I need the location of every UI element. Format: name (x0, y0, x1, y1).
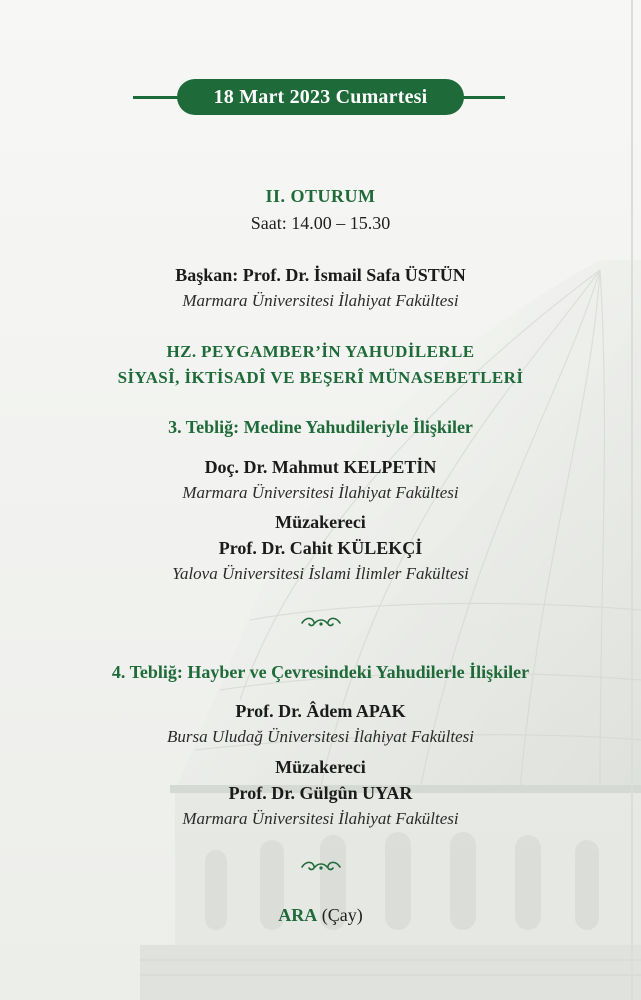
paper3-speaker-affiliation: Marmara Üniversitesi İlahiyat Fakültesi (182, 483, 459, 502)
paper3-title: 3. Tebliğ: Medine Yahudileriyle İlişkiler (168, 417, 473, 437)
session-title: II. OTURUM (265, 186, 376, 206)
topic-line-1: HZ. PEYGAMBER’İN YAHUDİLERLE (166, 342, 475, 361)
paper4-discussant-affiliation: Marmara Üniversitesi İlahiyat Fakültesi (182, 809, 459, 828)
date-label: 18 Mart 2023 Cumartesi (177, 79, 464, 115)
paper4-speaker: Prof. Dr. Âdem APAK (235, 701, 406, 721)
date-banner (0, 79, 641, 115)
paper3-discussant: Prof. Dr. Cahit KÜLEKÇİ (218, 538, 423, 558)
session-time: Saat: 14.00 – 15.30 (250, 213, 391, 233)
chair-affiliation: Marmara Üniversitesi İlahiyat Fakültesi (182, 291, 459, 310)
paper3-discussant-affiliation: Yalova Üniversitesi İslami İlimler Fakültesi (172, 564, 469, 583)
chair-line: Başkan: Prof. Dr. İsmail Safa ÜSTÜN (175, 265, 466, 285)
break-note: (Çay) (321, 905, 363, 925)
topic-line-2: SİYASÎ, İKTİSADÎ VE BEŞERÎ MÜNASEBETLERİ (117, 368, 524, 387)
paper3-speaker: Doç. Dr. Mahmut KELPETİN (204, 457, 437, 477)
decorative-flourish-icon (300, 859, 342, 873)
break-label: ARA (278, 905, 318, 925)
paper4-discussant-label: Müzakereci (275, 757, 366, 777)
paper4-discussant: Prof. Dr. Gülgûn UYAR (228, 783, 413, 803)
paper4-speaker-affiliation: Bursa Uludağ Üniversitesi İlahiyat Fakültesi (167, 727, 474, 746)
break-line (0, 905, 641, 926)
paper4-title: 4. Tebliğ: Hayber ve Çevresindeki Yahudilerle İlişkiler (111, 662, 530, 682)
decorative-flourish-icon (300, 615, 342, 629)
paper3-discussant-label: Müzakereci (275, 512, 366, 532)
